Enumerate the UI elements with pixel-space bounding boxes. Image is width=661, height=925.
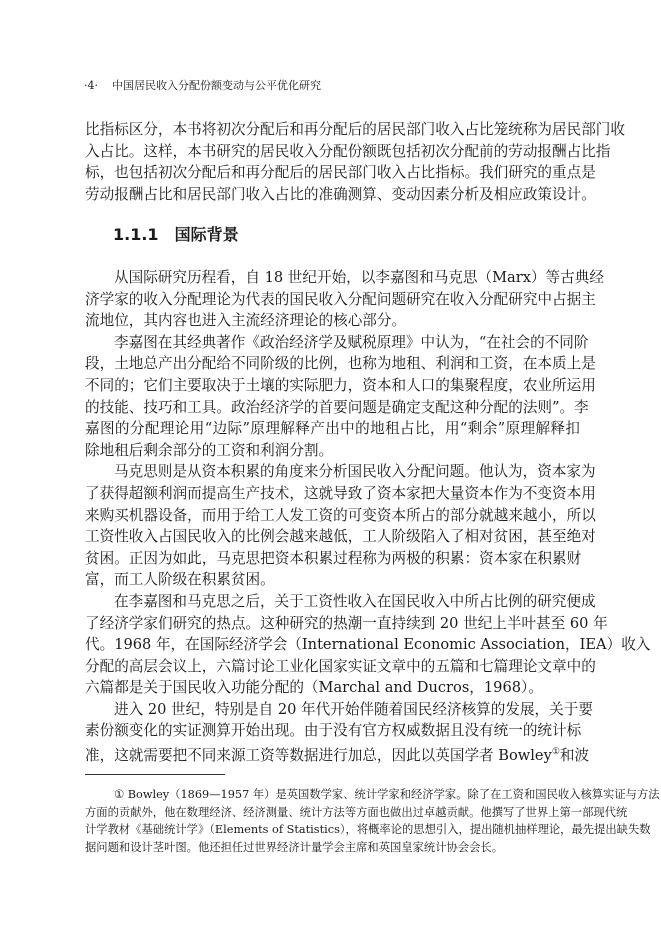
text-line: 了经济学家们研究的热点。这种研究的热潮一直持续到 20 世纪上半叶甚至 60 年 — [85, 614, 608, 632]
text-line: 在李嘉图和马克思之后，关于工资性收入在国民收入中所占比例的研究便成 — [114, 592, 596, 610]
paragraph — [85, 591, 651, 699]
text-line: 流地位，其内容也进入主流经济理论的核心部分。 — [85, 312, 407, 330]
text-line — [85, 742, 590, 764]
intro-paragraph — [85, 119, 625, 205]
text-line: 李嘉图在其经典著作《政治经济学及赋税原理》中认为，“在社会的不同阶 — [114, 333, 589, 351]
paragraph — [85, 699, 593, 764]
footnote — [85, 786, 660, 856]
text-line: 工资性收入占国民收入的比例会越来越低，工人阶级陷入了相对贫困，甚至绝对 — [85, 528, 596, 546]
text-line: 从国际研究历程看，自 18 世纪开始，以李嘉图和马克思（Marx）等古典经 — [114, 269, 604, 286]
text-line: 六篇都是关于国民收入功能分配的（Marchal and Ducros，1968）。 — [85, 679, 543, 697]
paragraph — [85, 267, 604, 332]
paragraph — [85, 332, 596, 462]
body-text — [85, 267, 651, 764]
text-line: 嘉图的分配理论用“边际”原理解释产出中的地租占比，用“剩余”原理解释扣 — [85, 420, 580, 438]
text-line: 分配的高层会议上，六篇讨论工业化国家实证文章中的五篇和七篇理论文章中的 — [85, 657, 596, 675]
book-title: 中国居民收入分配份额变动与公平优化研究 — [112, 79, 321, 92]
text-line: 济学家的收入分配理论为代表的国民收入分配问题研究在收入分配研究中占据主 — [85, 290, 596, 308]
paragraph — [85, 461, 596, 591]
running-header — [84, 77, 321, 93]
section-heading — [113, 222, 255, 245]
text-line: 除地租后剩余部分的工资和利润分割。 — [85, 441, 334, 459]
text-line: 比指标区分，本书将初次分配后和再分配后的居民部门收入占比笼统称为居民部门收 — [85, 121, 625, 138]
text-line: 代。1968 年，在国际经济学会（International Economic Association，IEA）收入 — [85, 636, 651, 654]
section-number: 1.1.1 — [113, 225, 159, 244]
footnote-divider — [85, 774, 225, 775]
text-line: 贫困。正因为如此，马克思把资本积累过程称为两极的积累：资本家在积累财 — [85, 549, 582, 567]
section-title: 国际背景 — [174, 225, 239, 244]
text-line: 的技能、技巧和工具。政治经济学的首要问题是确定支配这种分配的法则”。李 — [85, 398, 589, 416]
text-line: 段，土地总产出分配给不同阶级的比例，也称为地租、利润和工资，在本质上是 — [85, 355, 596, 373]
page-number: ·4· — [84, 79, 98, 92]
text-line: 不同的；它们主要取决于土壤的实际肥力，资本和人口的集聚程度，农业所运用 — [85, 376, 596, 394]
text-line: 标，也包括初次分配后和再分配后的居民部门收入占比指标。我们研究的重点是 — [85, 164, 596, 182]
text-line: 素份额变化的实证测算开始出现。由于没有官方权威数据且没有统一的统计标 — [85, 722, 582, 740]
footnote-line: 据问题和设计茎叶图。他还担任过世界经济计量学会主席和英国皇家统计协会会长。 — [85, 840, 503, 854]
text-line: 马克思则是从资本积累的角度来分析国民收入分配问题。他认为，资本家为 — [114, 463, 596, 481]
footnote-line: 计学教材《基础统计学》（Elements of Statistics），将概率论的思想引入，提出随机抽样理论，最先提出缺失数 — [85, 823, 651, 836]
text-line: 富，而工人阶级在积累贫困。 — [85, 571, 275, 589]
footnote-ref[interactable]: ① — [551, 747, 560, 758]
text-segment: 准，这就需要把不同来源工资等数据进行加总，因此以英国学者 Bowley — [85, 746, 552, 764]
text-line: 来购买机器设备，而用于给工人发工资的可变资本所占的部分就越来越小，所以 — [85, 506, 596, 524]
text-segment: 和波 — [559, 746, 590, 764]
text-line: 劳动报酬占比和居民部门收入占比的准确测算、变动因素分析及相应政策设计。 — [85, 185, 596, 203]
footnote-line: ① Bowley（1869—1957 年）是英国数学家、统计学家和经济学家。除了在工资和国民收入核算实证与方法 — [114, 788, 660, 801]
text-line: 进入 20 世纪，特别是自 20 年代开始伴随着国民经济核算的发展，关于要 — [114, 700, 593, 718]
footnote-line: 方面的贡献外，他在数理经济、经济测量、统计方法等方面也做出过卓越贡献。他撰写了世界上第一部现代统 — [85, 805, 628, 819]
text-line: 了获得超额利润而提高生产技术，这就导致了资本家把大量资本作为不变资本用 — [85, 484, 596, 502]
text-line: 入占比。这样，本书研究的居民收入分配份额既包括初次分配前的劳动报酬占比指 — [85, 142, 611, 160]
